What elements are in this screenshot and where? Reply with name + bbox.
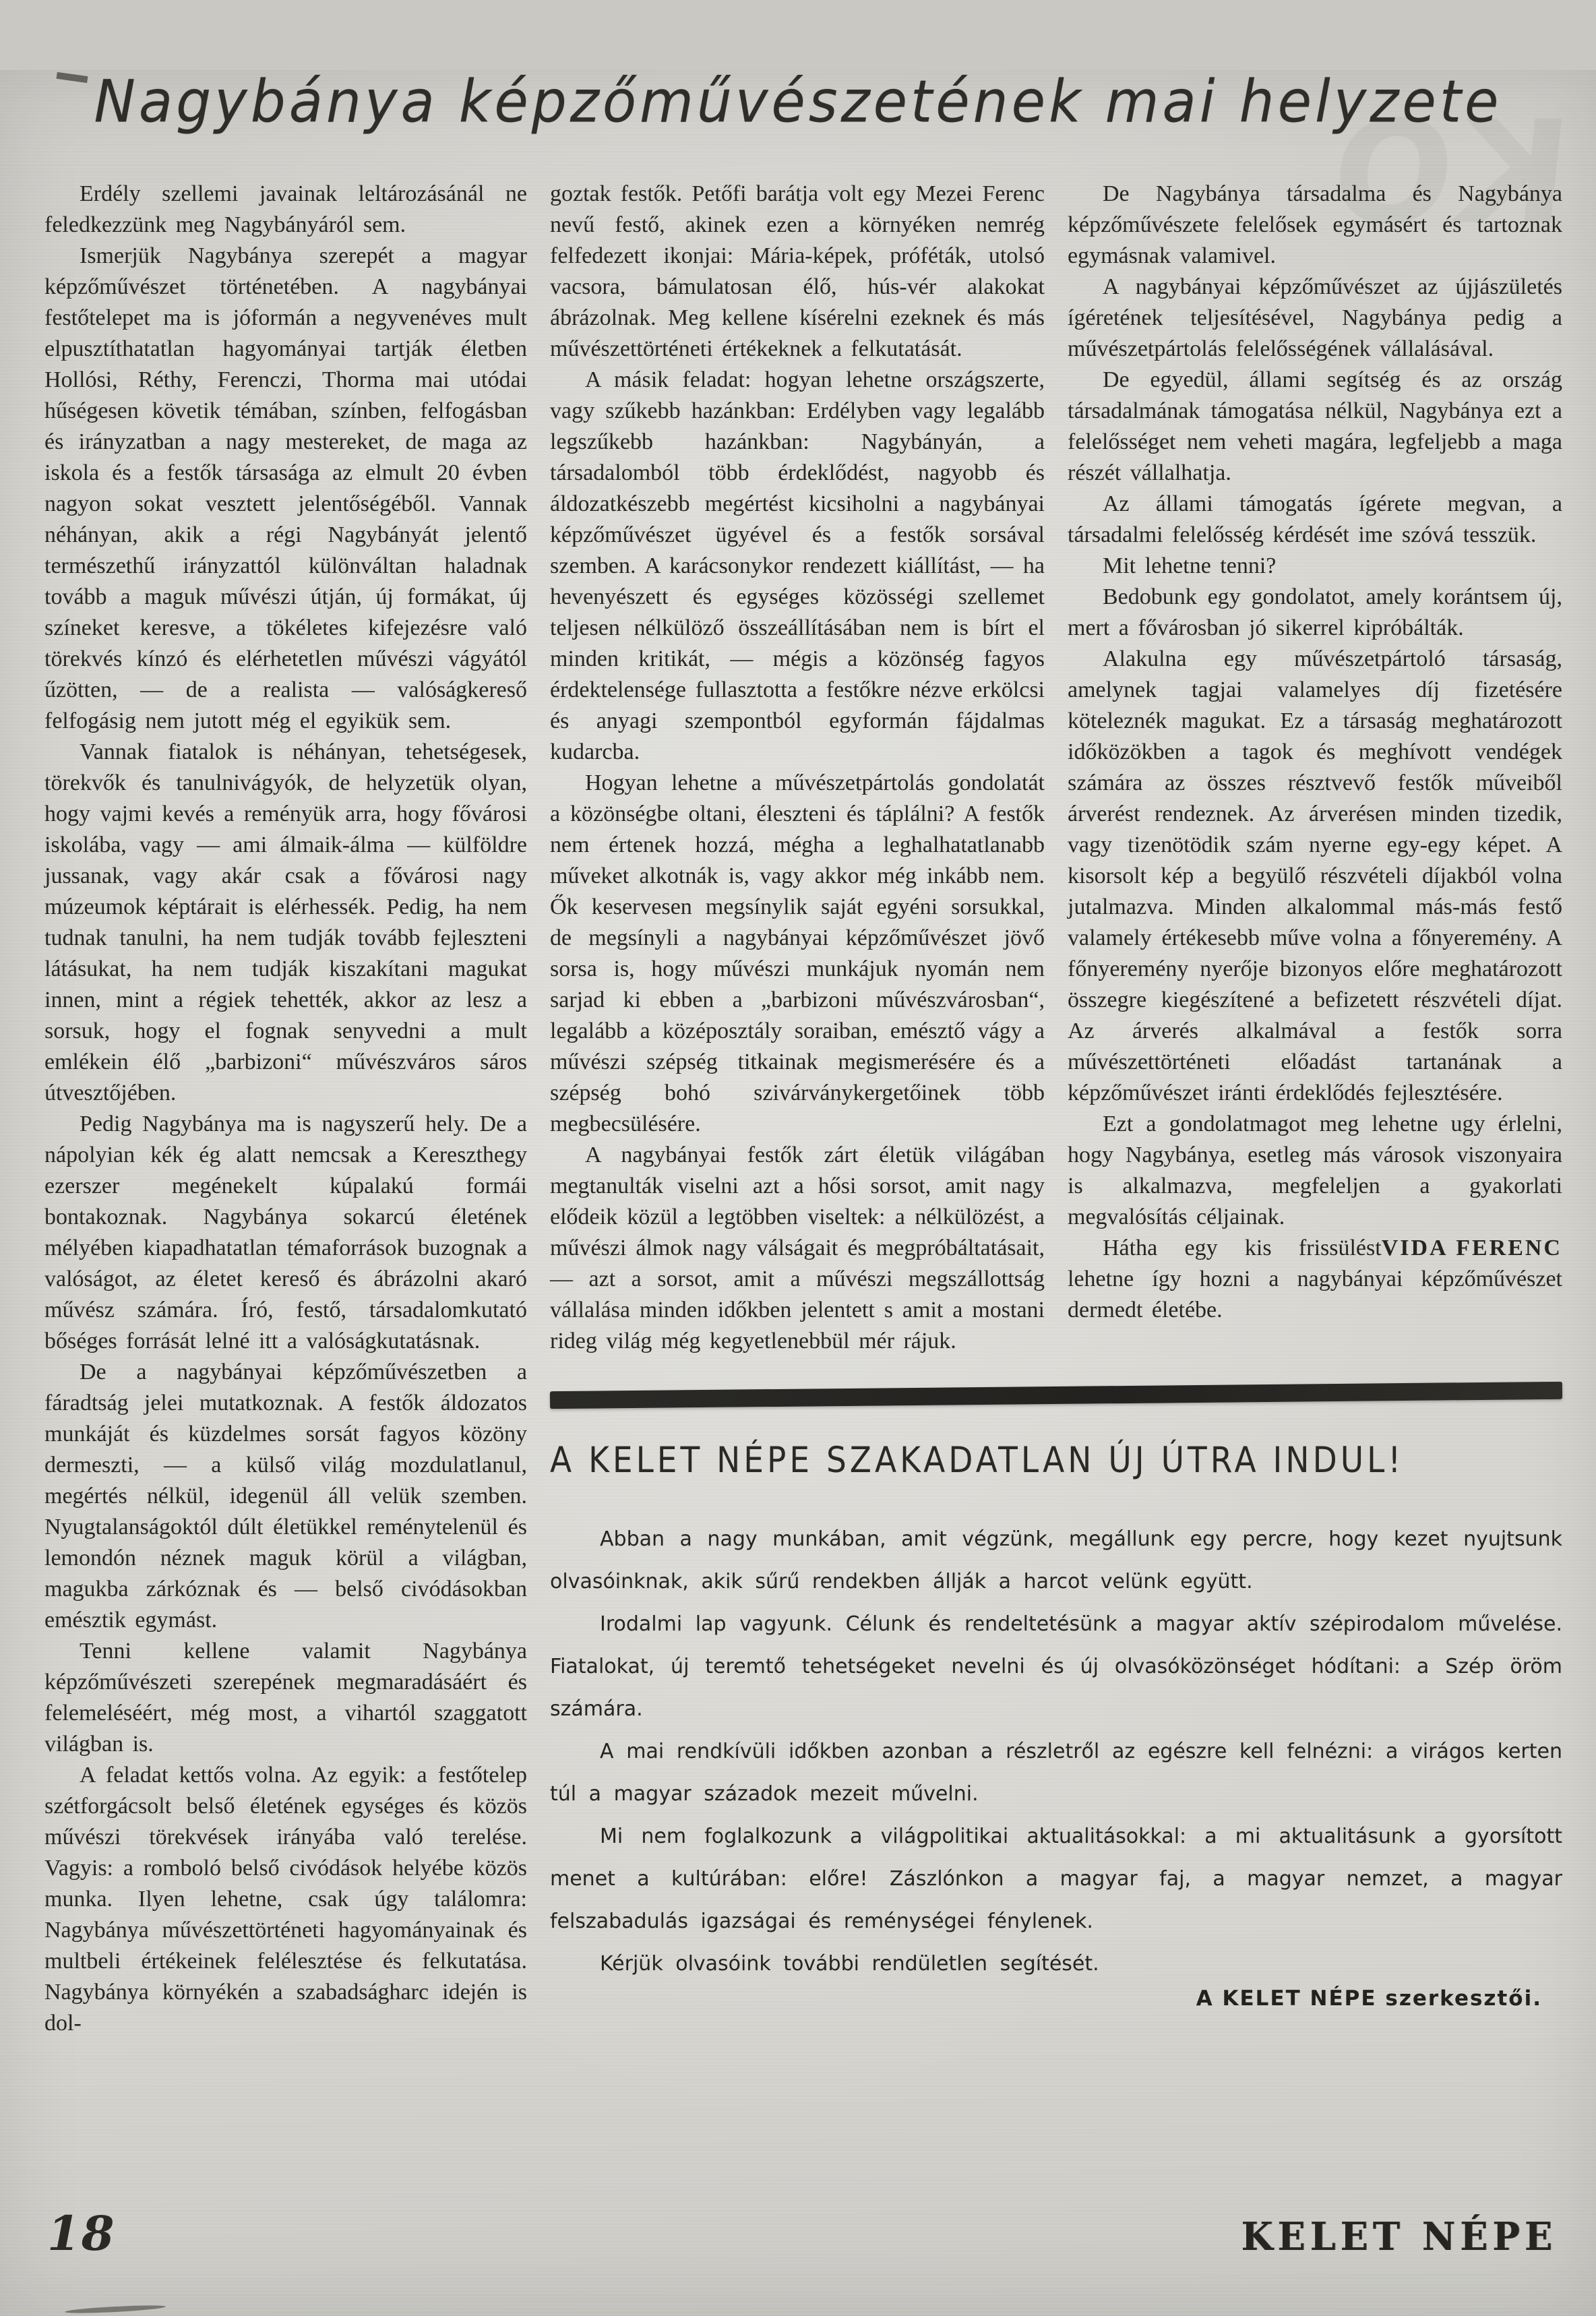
article-paragraph: Ezt a gondolatmagot meg lehetne ugy érlelni, hogy Nagybánya, esetleg más városok viszonyaira is alkalmazva, megfeleljen a gyakorlati megvalósítás céljainak. — [1068, 1111, 1562, 1229]
page-number: 18 — [47, 2205, 116, 2261]
announcement-paragraph: Mi nem foglalkozunk a világpolitikai aktualitásokkal: a mi aktualitásunk a gyorsított menet a kultúrában: előre! Zászlónkon a magyar faj, a magyar nemzet, a magyar felszabadulás igazságai és reménységei fénylenek. — [550, 1825, 1562, 1933]
article-paragraph-with-byline — [1068, 1233, 1562, 1326]
article-paragraph: Alakulna egy művészetpártoló társaság, amelynek tagjai valamelyes díj fizetésére köteleznék magukat. Ez a társaság meghatározott időközökben a tagok és meghívott vendégek számára az összes résztvevő festők műveiből árverést rendeznek. Az árverésen minden tizedik, vagy tizenötödik szám nyerne egy-egy képet. A kisorsolt kép a begyülő részvételi díjakból volna jutalmazva. Minden alkalommal más-más festő valamely értékesebb műve volna a főnyeremény. A főnyeremény nyerője bizonyos előre meghatározott összegre kiegészítené a befizetett részvételi díjat. Az árverés alkalmával a festők sorra művészettörténeti előadást tartanának a képzőművészet iránti érdeklődés fejlesztésére. — [1068, 646, 1562, 1105]
announcement-body — [550, 1518, 1562, 1985]
magazine-logo: KELET NÉPE — [1241, 2214, 1557, 2259]
article-column-1 — [44, 179, 527, 2039]
article-paragraph: goztak festők. Petőfi barátja volt egy Mezei Ferenc nevű festő, akinek ezen a környéken nemrég felfedezett ikonjai: Mária-képek, próféták, utolsó vacsora, bámulatosan élő, hús-vér alakokat ábrázolnak. Meg kellene kísérelni ezeknek és más művészettörténeti értékeknek a felkutatását. — [550, 181, 1045, 361]
article-paragraph: Erdély szellemi javainak leltározásánál ne feledkezzünk meg Nagybányáról sem. — [44, 181, 527, 237]
article-paragraph: Az állami támogatás ígérete megvan, a társadalmi felelősség kérdését ime szóvá tesszük. — [1068, 491, 1562, 547]
scan-artifact — [65, 2304, 166, 2315]
article-paragraph: Vannak fiatalok is néhányan, tehetségesek, törekvők és tanulnivágyók, de helyzetük olyan, hogy vajmi kevés a reményük arra, hogy fővárosi iskolába, vagy — ami álmaik-álma — külföldre jussanak, vagy akár csak a fővárosi nagy múzeumok képtárait is elérhessék. Pedig, ha nem tudnak tanulni, ha nem tudják tovább fejleszteni látásukat, ha nem tudják kiszakítani magukat innen, mint a régiek tehették, akkor az lesz a sorsuk, hogy el fognak senyvedni a mult emlékein élő „barbizoni“ művészváros sáros útvesztőjében. — [44, 739, 527, 1105]
article-column-3 — [1068, 179, 1562, 1357]
magazine-page — [0, 70, 1596, 2316]
article-paragraph: Ismerjük Nagybánya szerepét a magyar képzőművészet történetében. A nagybányai festőtelepet ma is jóformán a negyvenéves mult elpusztíthatatlan hagyományai tartják életben Hollósi, Réthy, Ferenczi, Thorma mai utódai hűségesen követik témában, színben, felfogásban és irányzatban a nagy mestereket, de maga az iskola és a festők társasága az elmult 20 évben nagyon sokat vesztett jelentőségéből. Vannak néhányan, akik a régi Nagybányát jelentő természethű irányzattól különváltan haladnak tovább a maguk művészi útján, új formákat, új színeket keresve, a tökéletes kifejezésre való törekvés kínzó és elérhetetlen művészi vágyától űzötten, — de a realista — valóságkereső felfogásig nem jutott még el egyikük sem. — [44, 243, 527, 733]
article-paragraph: Hogyan lehetne a művészetpártolás gondolatát a közönségbe oltani, éleszteni és táplálni? A festők nem értenek hozzá, mégha a leghalhatatlanabb műveket alkotnák is, vagy akkor még inkább nem. Ők keservesen megsínylik saját egyéni sorsukkal, de megsínyli a nagybányai képzőművészet jövő sorsa is, hogy művészi munkájuk nyomán nem sarjad ki ebben a „barbizoni művészvárosban“, legalább a középosztály soraiban, emésztő vágy a művészi szépség titkainak megismerésére és a szépség bohó szivárványkergetőinek több megbecsülésére. — [550, 770, 1045, 1136]
article-body — [44, 179, 1562, 2039]
columns-2-3 — [550, 179, 1562, 1357]
article-paragraph: A nagybányai képzőművészet az újjászületés ígéretének teljesítésével, Nagybánya pedig a művészetpártolás felelősségének vállalásával. — [1068, 274, 1562, 361]
article-paragraph: A másik feladat: hogyan lehetne országszerte, vagy szűkebb hazánkban: Erdélyben vagy legalább legszűkebb hazánkban: Nagybányán, a társadalomból több érdeklődést, nagyobb és áldozatkészebb megértést kicsiholni a nagybányai képzőművészet ügyével és a festők sorsával szemben. A karácsonykor rendezett kiállítást, — ha hevenyészett és egységes közösségi szellemet teljesen nélkülöző összeállításában nem is bírt el minden kritikát, — mégis a közönség fagyos érdektelensége fullasztotta a festőkre nézve erkölcsi és anyagi szempontból egyformán fájdalmas kudarcba. — [550, 367, 1045, 764]
announcement-signature: A KELET NÉPE szerkesztői. — [1196, 1986, 1542, 2011]
announcement-paragraph: Kérjük olvasóink további rendületlen segítését. — [600, 1952, 1099, 1976]
article-paragraph: Pedig Nagybánya ma is nagyszerű hely. De a nápolyian kék ég alatt nemcsak a Kereszthegy ezerszer megénekelt kúpalakú formái bontakoznak. Nagybánya sokarcú életének mélyében kiapadhatatlan témaforrások buzognak a valóságot, az életet kereső és ábrázolni akaró művész számára. Író, festő, társadalomkutató bőséges forrását lelné itt a valóságkutatásnak. — [44, 1111, 527, 1353]
article-paragraph: A nagybányai festők zárt életük világában megtanulták viselni azt a hősi sorsot, amit nagy elődeik közül a legtöbben viseltek: a nélkülözést, a művészi álmok nagy válságait és megpróbáltatásait, — azt a sorsot, amit a művészi megszállottság vállalása minden időkben jelentett s amit a mostani rideg világ még kegyetlenebbül mér rájuk. — [550, 1142, 1045, 1353]
author-byline: VIDA FERENC — [1381, 1236, 1562, 1260]
announcement-section — [550, 1386, 1562, 2011]
announcement-paragraph: Irodalmi lap vagyunk. Célunk és rendeltetésünk a magyar aktív szépirodalom művelése. Fiatalokat, új teremtő tehetségeket nevelni és új olvasóközönséget hódítani: a Szép öröm számára. — [550, 1612, 1562, 1721]
right-section — [550, 179, 1562, 2011]
article-paragraph: De Nagybánya társadalma és Nagybánya képzőművészete felelősek egymásért és tartoznak egymásnak valamivel. — [1068, 181, 1562, 268]
announcement-heading: A KELET NÉPE SZAKADATLAN ÚJ ÚTRA INDUL! — [550, 1439, 1405, 1482]
article-paragraph: Tenni kellene valamit Nagybánya képzőművészeti szerepének megmaradásáért és felemeléséért, még most, a vihartól szaggatott világban is. — [44, 1639, 527, 1757]
article-paragraph: De a nagybányai képzőművészetben a fáradtság jelei mutatkoznak. A festők áldozatos munkáját és küzdelmes sorsát fagyos közöny dermeszti, — a külső világ mozdulatlanul, megértés nélkül, idegenül áll velük szemben. Nyugtalanságoktól dúlt életükkel reménytelenül és lemondón néznek maguk körül a világban, magukba zárkóznak és — belső civódásokban emésztik egymást. — [44, 1360, 527, 1633]
article-paragraph: Mit lehetne tenni? — [1103, 553, 1277, 578]
announcement-paragraph: Abban a nagy munkában, amit végzünk, megállunk egy percre, hogy kezet nyujtsunk olvasóinknak, akik sűrű rendekben állják a harcot velünk együtt. — [550, 1527, 1562, 1593]
article-paragraph: De egyedül, állami segítség és az ország társadalmának támogatása nélkül, Nagybánya ezt a felelősséget nem veheti magára, legfeljebb a maga részét vállalhatja. — [1068, 367, 1562, 485]
article-paragraph: Bedobunk egy gondolatot, amely korántsem új, mert a fővárosban jó sikerrel kipróbálták. — [1068, 584, 1562, 640]
announcement-paragraph: A mai rendkívüli időkben azonban a részletről az egészre kell felnézni: a virágos kerten túl a magyar századok mezeit művelni. — [550, 1740, 1562, 1806]
page-title: Nagybánya képzőművészetének mai helyzete — [94, 68, 1502, 136]
section-divider-bar — [550, 1382, 1562, 1409]
article-paragraph: A feladat kettős volna. Az egyik: a festőtelep szétforgácsolt belső életének egységes és közös művészi törekvések irányába való terelése. Vagyis: a romboló belső civódások helyébe közös munka. Ilyen lehetne, csak úgy találomra: Nagybánya művészettörténeti hagyományainak és multbeli értékeinek felélesztése és felkutatása. Nagybánya környékén a szabadságharc idején is dol- — [44, 1763, 527, 2036]
article-column-2 — [550, 179, 1045, 1357]
article-paragraph: Hátha egy kis frissülést lehetne így hozni a nagybányai képzőművészet dermedt életébe. — [1068, 1236, 1562, 1322]
